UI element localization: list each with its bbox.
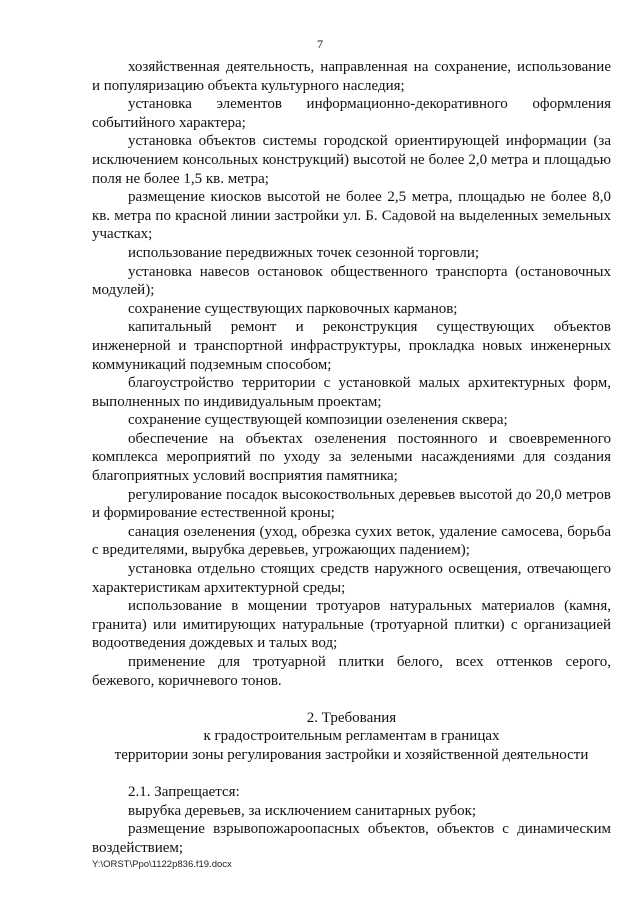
paragraph: установка отдельно стоящих средств наружного освещения, отвечающего характеристикам архитектурной среды; xyxy=(92,561,611,596)
paragraph: хозяйственная деятельность, направленная на сохранение, использование и популяризацию объекта культурного наследия; xyxy=(92,59,611,94)
paragraph: установка элементов информационно-декоративного оформления событийного характера; xyxy=(92,96,611,131)
section-heading-title: 2. Требования xyxy=(306,709,397,726)
paragraph: применение для тротуарной плитки белого, всех оттенков серого, бежевого, коричневого тонов. xyxy=(92,654,611,689)
spacer xyxy=(92,765,611,784)
paragraph: регулирование посадок высокоствольных деревьев высотой до 20,0 метров и формирование естественной кроны; xyxy=(92,486,611,522)
paragraph: использование передвижных точек сезонной торговли; xyxy=(128,244,480,261)
paragraph: сохранение существующей композиции озеленения сквера; xyxy=(128,412,508,429)
page-number: 7 xyxy=(317,37,323,51)
document-body xyxy=(92,58,611,858)
file-path-footer: Y:\ORST\Ppo\1122p836.f19.docx xyxy=(92,859,232,870)
paragraph: установка навесов остановок общественного транспорта (остановочных модулей); xyxy=(92,263,611,299)
paragraph: размещение взрывопожароопасных объектов, объектов с динамическим воздействием; xyxy=(92,821,611,856)
paragraph: сохранение существующих парковочных карманов; xyxy=(128,300,458,317)
spacer xyxy=(92,690,611,709)
paragraph: установка объектов системы городской ориентирующей информации (за исключением консольных конструкций) высотой не более 2,0 метра и площадью поля не более 1,5 кв. метра; xyxy=(92,133,611,187)
paragraph: использование в мощении тротуаров натуральных материалов (камня, гранита) или имитирующих натуральные (тротуарной плитки) с организацией водоотведения дождевых и талых вод; xyxy=(92,598,611,652)
subsection-title: 2.1. Запрещается: xyxy=(128,784,240,801)
section-heading-line: к градостроительным регламентам в границах xyxy=(203,728,500,745)
paragraph: обеспечение на объектах озеленения постоянного и своевременного комплекса мероприятий по уходу за зелеными насаждениями для создания благоприятных условий восприятия памятника; xyxy=(92,430,611,485)
section-heading-line: территории зоны регулирования застройки и хозяйственной деятельности xyxy=(114,746,589,763)
paragraph: санация озеленения (уход, обрезка сухих веток, удаление самосева, борьба с вредителями, вырубка деревьев, угрожающих падением); xyxy=(92,523,611,559)
paragraph: вырубка деревьев, за исключением санитарных рубок; xyxy=(128,802,477,819)
paragraph: благоустройство территории с установкой малых архитектурных форм, выполненных по индивидуальным проектам; xyxy=(92,375,611,410)
paragraph: капитальный ремонт и реконструкция существующих объектов инженерной и транспортной инфраструктуры, прокладка новых инженерных коммуникаций подземным способом; xyxy=(92,319,611,373)
paragraph: размещение киосков высотой не более 2,5 метра, площадью не более 8,0 кв. метра по красной линии застройки ул. Б. Садовой на выделенных земельных участках; xyxy=(92,189,611,243)
